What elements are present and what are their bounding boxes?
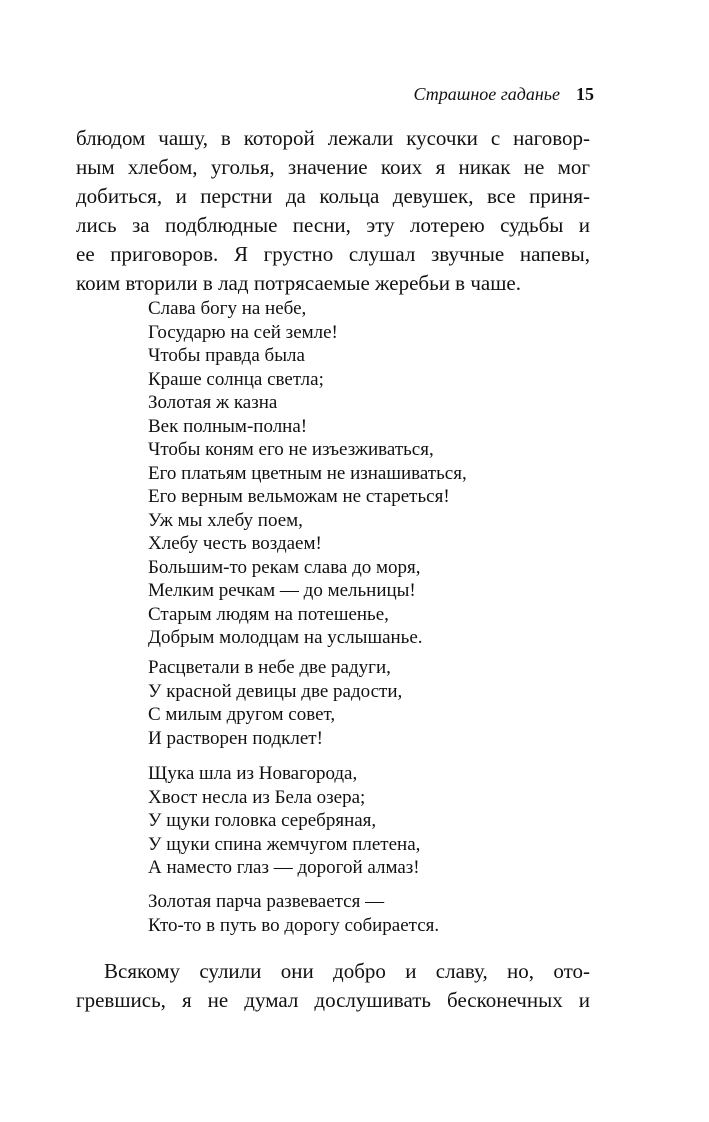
verse-line: Хлебу честь воздаем! bbox=[148, 533, 322, 554]
verse-line: Уж мы хлебу поем, bbox=[148, 509, 303, 531]
text-line: Всякому сулили они добро и славу, но, ото- bbox=[104, 959, 590, 983]
verse-line: У красной девицы две радости, bbox=[148, 680, 403, 702]
verse-line: Его платьям цветным не изнашиваться, bbox=[148, 462, 467, 484]
text-line: добиться, и перстни да кольца девушек, все приня- bbox=[76, 184, 590, 208]
verse-line: Добрым молодцам на услышанье. bbox=[148, 627, 423, 648]
verse-line: Чтобы правда была bbox=[148, 345, 305, 366]
verse-line: Кто-то в путь во дорогу собирается. bbox=[148, 914, 440, 936]
verse-line: Щука шла из Новагорода, bbox=[148, 763, 358, 784]
verse-line: Золотая парча развевается — bbox=[148, 891, 385, 912]
verse-line: Расцветали в небе две радуги, bbox=[148, 657, 391, 678]
running-title: Страшное гаданье bbox=[413, 84, 560, 104]
verse-line: Золотая ж казна bbox=[148, 392, 278, 413]
running-head bbox=[413, 82, 594, 106]
text-line: гревшись, я не думал дослушивать бесконечных и bbox=[76, 988, 590, 1012]
text-line: лись за подблюдные песни, эту лотерею судьбы и bbox=[76, 213, 590, 237]
verse-line: Его верным вельможам не стареться! bbox=[148, 486, 450, 507]
verse-stanza-2 bbox=[148, 656, 402, 750]
verse-line: Государю на сей земле! bbox=[148, 321, 338, 343]
text-line: коим вторили в лад потрясаемые жеребьи в чаше. bbox=[76, 271, 521, 295]
verse-line: Мелким речкам — до мельницы! bbox=[148, 580, 416, 601]
verse-line: Хвост несла из Бела озера; bbox=[148, 786, 366, 808]
page-number: 15 bbox=[576, 84, 594, 104]
text-line: блюдом чашу, в которой лежали кусочки с наговор- bbox=[76, 126, 590, 150]
verse-line: С милым другом совет, bbox=[148, 704, 336, 725]
verse-line: Старым людям на потешенье, bbox=[148, 603, 389, 625]
text-line: ным хлебом, уголья, значение коих я никак не мог bbox=[76, 155, 590, 179]
verse-line: Большим-то рекам слава до моря, bbox=[148, 556, 421, 578]
verse-line: Краше солнца светла; bbox=[148, 368, 324, 390]
verse-line: И растворен подклет! bbox=[148, 727, 323, 749]
verse-line: Век полным-полна! bbox=[148, 415, 308, 437]
verse-line: А наместо глаз — дорогой алмаз! bbox=[148, 857, 420, 878]
verse-stanza-4 bbox=[148, 890, 439, 937]
verse-line: Чтобы коням его не изъезживаться, bbox=[148, 439, 434, 460]
verse-line: У щуки головка серебряная, bbox=[148, 810, 377, 831]
paragraph-top bbox=[76, 124, 590, 298]
verse-line: У щуки спина жемчугом плетена, bbox=[148, 833, 421, 855]
verse-stanza-3 bbox=[148, 762, 420, 880]
verse-stanza-1 bbox=[148, 297, 467, 650]
text-line: ее приговоров. Я грустно слушал звучные напевы, bbox=[76, 242, 590, 266]
verse-line: Слава богу на небе, bbox=[148, 298, 307, 319]
paragraph-bottom bbox=[76, 957, 590, 1015]
